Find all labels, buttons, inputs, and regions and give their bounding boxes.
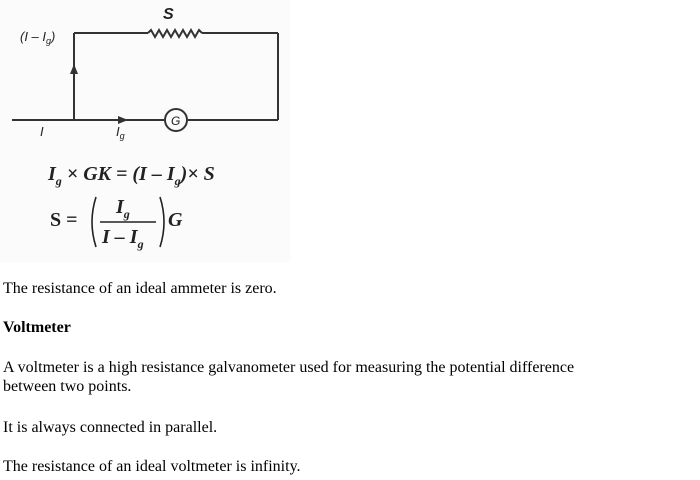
circuit-figure bbox=[0, 0, 290, 262]
equation-2-denominator: I – $I_g$ bbox=[102, 226, 144, 251]
voltmeter-definition-line-2: between two points. bbox=[3, 378, 132, 395]
right-paren bbox=[160, 197, 164, 247]
main-current-label: I bbox=[40, 124, 44, 139]
galv-current-label: $I_g$ bbox=[116, 124, 125, 141]
voltmeter-definition-line-1: A voltmeter is a high resistance galvanometer used for measuring the potential difference bbox=[3, 359, 575, 376]
galvanometer-label: G bbox=[171, 114, 181, 128]
parallel-connection-text: It is always connected in parallel. bbox=[3, 419, 218, 436]
equation-2-numerator: $I_g$ bbox=[116, 196, 130, 221]
arrow-right-icon bbox=[118, 116, 128, 124]
branch-current-label: $(I - I_g)$ bbox=[20, 29, 56, 46]
equation-2-factor: G bbox=[168, 209, 183, 231]
voltmeter-heading: Voltmeter bbox=[3, 319, 71, 336]
shunt-label: S bbox=[163, 6, 174, 23]
arrow-up-icon bbox=[70, 64, 78, 74]
circuit-wires bbox=[12, 30, 278, 131]
shunt-resistor bbox=[148, 30, 202, 37]
equation-2-lhs: S = bbox=[50, 209, 78, 231]
ammeter-resistance-text: The resistance of an ideal ammeter is zero. bbox=[3, 280, 277, 297]
ammeter-shunt-diagram bbox=[0, 0, 290, 262]
left-paren bbox=[92, 197, 96, 247]
equation-1: $I_g$ × GK = $(I - I_g)\times S$ bbox=[48, 163, 215, 188]
voltmeter-resistance-text: The resistance of an ideal voltmeter is infinity. bbox=[3, 458, 301, 475]
voltmeter-definition bbox=[3, 358, 574, 396]
